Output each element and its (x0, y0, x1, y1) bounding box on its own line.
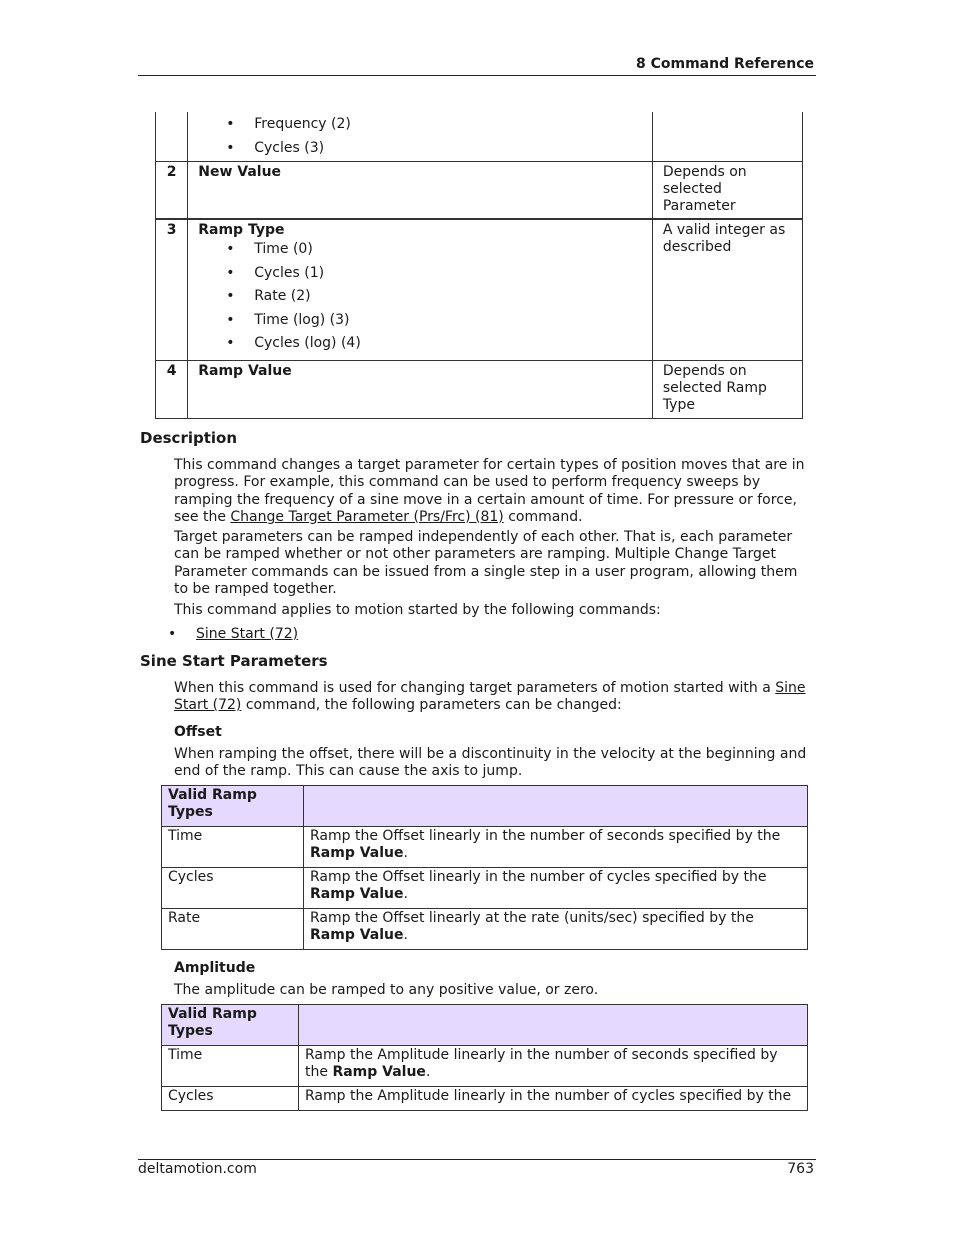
ramp-desc-end: . (403, 845, 408, 861)
list-item: • Time (0) (254, 241, 642, 258)
table-header-row (162, 1005, 808, 1046)
page-header-title: 8 Command Reference (635, 56, 814, 72)
list-item: • Cycles (log) (4) (254, 335, 642, 352)
param-range-cell: A valid integer as described (652, 219, 802, 360)
list-item: • Time (log) (3) (254, 312, 642, 329)
amplitude-heading: Amplitude (174, 960, 256, 976)
footer-site: deltamotion.com (138, 1161, 257, 1177)
param-name: Ramp Type (198, 222, 285, 238)
table-row (156, 112, 803, 161)
description-paragraph-3: This command applies to motion started by the following commands: (174, 602, 661, 618)
param-name-cell (188, 112, 653, 161)
ramp-value-term: Ramp Value (332, 1064, 426, 1080)
param-range-cell (652, 112, 802, 161)
valid-ramp-types-header: Valid Ramp Types (162, 1005, 299, 1046)
table-row (162, 827, 808, 868)
ramp-value-term: Ramp Value (310, 886, 404, 902)
param-num-cell: 2 (156, 161, 188, 219)
ramp-desc-cell: Ramp the Amplitude linearly in the number of cycles specified by the (299, 1087, 808, 1111)
ramp-value-term: Ramp Value (310, 927, 404, 943)
param-range-cell: Depends on selected Ramp Type (652, 360, 802, 418)
ramp-desc-text: Ramp the Offset linearly in the number of seconds specified by the (310, 828, 781, 844)
description-heading: Description (140, 429, 238, 447)
list-item: • Cycles (3) (254, 140, 642, 157)
param-num-cell (156, 112, 188, 161)
list-item: • Rate (2) (254, 288, 642, 305)
page-number: 763 (787, 1161, 814, 1177)
amplitude-paragraph: The amplitude can be ramped to any positive value, or zero. (174, 982, 599, 998)
ramp-desc-cell (304, 827, 808, 868)
ramp-desc-end: . (403, 886, 408, 902)
ramp-desc-text: Ramp the Amplitude linearly in the number of seconds specified by the (305, 1047, 778, 1080)
ramp-desc-end: . (425, 1064, 431, 1080)
ramp-type-cell: Time (162, 1046, 299, 1087)
param-name-cell (188, 219, 653, 360)
ramp-desc-text: Ramp the Offset linearly at the rate (units/sec) specified by the (310, 910, 754, 926)
list-item: • Frequency (2) (254, 116, 642, 133)
table-row (162, 1046, 808, 1087)
ramp-type-cell: Cycles (162, 1087, 299, 1111)
description-paragraph-2: Target parameters can be ramped independently of each other. That is, each parameter can be ramped whether or not other parameters are ramping. Multiple Change Target Parameter commands can be issued from a single step in a user program, allowing them to be ramped together. (174, 529, 798, 597)
sine-start-text: When this command is used for changing target parameters of motion started with a (174, 680, 776, 696)
parameter-table (155, 112, 803, 419)
ramp-desc-text: Ramp the Offset linearly in the number of cycles specified by the (310, 869, 767, 885)
table-row (156, 360, 803, 418)
param-num-cell: 4 (156, 360, 188, 418)
table-row (162, 868, 808, 909)
param-name-cell: Ramp Value (188, 360, 653, 418)
sine-start-parameters-heading: Sine Start Parameters (140, 652, 328, 670)
offset-heading: Offset (174, 724, 222, 740)
description-text: command. (503, 508, 583, 525)
valid-ramp-types-header: Valid Ramp Types (162, 786, 304, 827)
offset-paragraph: When ramping the offset, there will be a discontinuity in the velocity at the beginning and end of the ramp. This can cause the axis to jump. (174, 746, 807, 780)
change-target-prs-frc-link[interactable]: Change Target Parameter (Prs/Frc) (81) (230, 508, 504, 525)
ramp-type-cell: Time (162, 827, 304, 868)
ramp-desc-end: . (403, 927, 408, 943)
param-option-list (198, 116, 642, 157)
amplitude-ramp-types-table (161, 1004, 808, 1111)
description-text: This command changes a target parameter for certain types of position moves that are in progress. For example, this command can be used to perform frequency sweeps by ramping the frequency of a sine move in a certain amount of time. For pressure or force, see the (174, 457, 805, 525)
description-header (299, 1005, 808, 1046)
offset-ramp-types-table (161, 785, 808, 950)
sine-start-link[interactable]: Sine Start (72) (196, 626, 299, 642)
applies-to-list-item (168, 626, 298, 642)
list-item: • Cycles (1) (254, 265, 642, 282)
ramp-type-cell: Cycles (162, 868, 304, 909)
table-row (162, 909, 808, 950)
bullet-dot: • (168, 626, 177, 642)
ramp-value-term: Ramp Value (310, 845, 404, 861)
table-row (156, 219, 803, 360)
footer-rule (138, 1159, 816, 1160)
ramp-type-cell: Rate (162, 909, 304, 950)
param-range-cell: Depends on selected Parameter (652, 161, 802, 219)
table-header-row (162, 786, 808, 827)
sine-start-paragraph (174, 680, 816, 715)
param-num-cell: 3 (156, 219, 188, 360)
header-rule (138, 75, 816, 76)
param-name-cell: New Value (188, 161, 653, 219)
ramp-desc-cell (304, 909, 808, 950)
sine-start-inline-link[interactable]: Sine Start (72) (174, 680, 806, 714)
table-row (162, 1087, 808, 1111)
ramp-desc-cell (299, 1046, 808, 1087)
ramp-desc-cell (304, 868, 808, 909)
description-paragraph-1 (174, 457, 814, 526)
table-row (156, 161, 803, 219)
sine-start-text: command, the following parameters can be changed: (241, 697, 622, 714)
param-option-list (198, 241, 642, 352)
description-header (304, 786, 808, 827)
